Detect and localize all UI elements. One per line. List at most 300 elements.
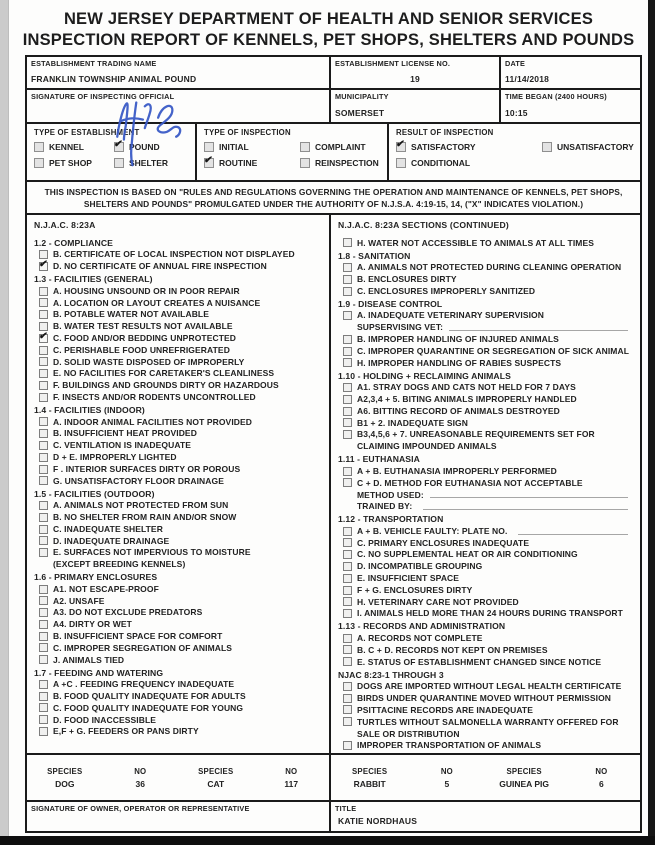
checklist-item (27, 258, 329, 273)
checkbox[interactable] (343, 705, 352, 714)
checklist-item (27, 356, 329, 368)
checklist-item-label: C + D. METHOD FOR EUTHANASIA NOT ACCEPTABLE (357, 477, 583, 488)
checklist-item (27, 475, 329, 487)
species-count: 117 (284, 778, 299, 789)
species-column-header: SPECIES (47, 766, 83, 776)
checklist-item (331, 608, 640, 620)
checklist-item (331, 285, 640, 297)
checkbox[interactable] (343, 335, 352, 344)
checkbox[interactable] (39, 287, 48, 296)
checkbox[interactable] (343, 741, 352, 750)
checklist-item (27, 690, 329, 702)
checkbox[interactable] (39, 513, 48, 522)
time-began-label: TIME BEGAN (2400 HOURS) (505, 92, 607, 101)
checkbox[interactable] (300, 142, 310, 152)
checklist-item (331, 405, 640, 417)
checkbox[interactable] (39, 250, 48, 259)
type-and-result-row (27, 124, 640, 182)
checkbox[interactable] (39, 620, 48, 629)
checkbox[interactable] (396, 158, 406, 168)
checkbox[interactable] (39, 655, 48, 664)
checklist-item (27, 249, 329, 261)
trading-name-value: FRANKLIN TOWNSHIP ANIMAL POUND (31, 74, 197, 84)
checklist-item-label: D. NO CERTIFICATE OF ANNUAL FIRE INSPECTION (53, 261, 267, 272)
checkbox[interactable] (34, 142, 44, 152)
checklist-item-label: J. ANIMALS TIED (53, 654, 125, 665)
checklist-item-label: A2,3,4 + 5. BITING ANIMALS IMPROPERLY HANDLED (357, 394, 577, 404)
option-label: SATISFACTORY (411, 142, 476, 152)
checklist-item (331, 656, 640, 668)
checklist-item-label: C. NO SUPPLEMENTAL HEAT OR AIR CONDITIONING (357, 549, 578, 560)
option-label: SHELTER (129, 158, 169, 168)
title-cell (331, 802, 640, 831)
write-in-line[interactable] (430, 489, 628, 498)
header-row-1 (27, 57, 640, 90)
checklist-item (27, 416, 329, 428)
checklist-item (331, 692, 640, 704)
checklist-item (27, 595, 329, 607)
checklist-item (331, 572, 640, 584)
scan-edge-bottom (0, 836, 655, 845)
option-initial[interactable] (204, 142, 300, 152)
checkbox[interactable] (38, 330, 49, 343)
checkbox[interactable] (39, 465, 48, 474)
checkbox[interactable] (39, 310, 48, 319)
option-conditional[interactable] (396, 158, 542, 168)
section-heading: 1.13 - RECORDS AND ADMINISTRATION (338, 621, 506, 632)
section-heading: 1.5 - FACILITIES (OUTDOOR) (34, 488, 155, 499)
checklist-item (27, 654, 329, 666)
checklist-item-label: D. INADEQUATE DRAINAGE (53, 535, 170, 546)
checklist-item (331, 477, 640, 489)
checklist-item-label: C. IMPROPER SEGREGATION OF ANIMALS (53, 642, 233, 653)
checkmark-icon: ✔ (38, 258, 49, 270)
checklist-item-label: G. UNSATISFACTORY FLOOR DRAINAGE (53, 475, 225, 486)
checkbox[interactable] (343, 597, 352, 606)
option-routine[interactable] (203, 155, 300, 168)
option-label: CONDITIONAL (411, 158, 471, 168)
checklist-item-label: D. INCOMPATIBLE GROUPING (357, 561, 483, 572)
inspector-signature-cell[interactable] (27, 90, 331, 122)
form-page (9, 0, 648, 836)
checklist-item (331, 561, 640, 573)
checklist-item (331, 417, 640, 429)
section-heading: 1.7 - FEEDING AND WATERING (34, 667, 164, 678)
checkbox[interactable] (39, 381, 48, 390)
checklist-item (331, 357, 640, 369)
checkbox[interactable] (39, 429, 48, 438)
checkbox[interactable] (39, 703, 48, 712)
checklist-item-label: B. C + D. RECORDS NOT KEPT ON PREMISES (357, 644, 548, 655)
species-count: 36 (135, 778, 145, 789)
checklist-column-right (331, 215, 640, 753)
checkbox[interactable] (343, 657, 352, 666)
checkbox[interactable] (39, 715, 48, 724)
species-column-header: SPECIES (352, 766, 388, 776)
checkbox[interactable] (542, 142, 552, 152)
inspector-signature-label: SIGNATURE OF INSPECTING OFFICIAL (31, 92, 175, 101)
violation-checklist (27, 215, 640, 755)
checkbox[interactable] (39, 417, 48, 426)
species-column-header: SPECIES (506, 766, 542, 776)
checkbox[interactable] (343, 383, 352, 392)
checkbox[interactable] (343, 694, 352, 703)
checkbox[interactable] (343, 263, 352, 272)
checklist-item-label-continued (331, 441, 640, 453)
checklist-item-label: A. ANIMALS NOT PROTECTED DURING CLEANING OPERATION (357, 262, 622, 273)
checkbox[interactable] (114, 158, 124, 168)
option-label: KENNEL (49, 142, 84, 152)
checklist-item-label: C. PERISHABLE FOOD UNREFRIGERATED (53, 344, 230, 355)
checklist-item (331, 596, 640, 608)
checkbox[interactable] (343, 645, 352, 654)
checklist-item (27, 547, 329, 559)
option-group-title: TYPE OF ESTABLISHMENT (34, 128, 140, 137)
species-count: 6 (599, 778, 604, 789)
checklist-item (27, 726, 329, 738)
checklist-item-label-continued (331, 728, 640, 740)
checklist-item-label-continued-text: (EXCEPT BREEDING KENNELS) (53, 559, 186, 570)
checklist-item-label: B. IMPROPER HANDLING OF INJURED ANIMALS (357, 334, 559, 345)
scan-edge-left (0, 0, 9, 845)
checklist-item (27, 583, 329, 595)
checklist-item-label: A. LOCATION OR LAYOUT CREATES A NUISANCE (53, 297, 261, 308)
checklist-item-label: D. FOOD INACCESSIBLE (53, 714, 157, 725)
checklist-item-label: C. FOOD AND/OR BEDDING UNPROTECTED (53, 333, 237, 344)
checklist-item-label: A1. STRAY DOGS AND CATS NOT HELD FOR 7 DAYS (357, 382, 576, 393)
checklist-item (27, 500, 329, 512)
option-grid (395, 139, 640, 168)
option-group-type-of-inspection (197, 124, 389, 180)
checklist-item-label: H. IMPROPER HANDLING OF RABIES SUSPECTS (357, 357, 562, 368)
checklist-item (331, 584, 640, 596)
checkbox[interactable] (34, 158, 44, 168)
checklist-item-label: H. VETERINARY CARE NOT PROVIDED (357, 596, 519, 607)
checklist-item-label: B. INSUFFICIENT HEAT PROVIDED (53, 428, 197, 439)
checkbox[interactable] (39, 346, 48, 355)
checklist-item-label: C. VENTILATION IS INADEQUATE (53, 440, 192, 451)
write-in-line[interactable] (423, 501, 628, 510)
checklist-item-label: A. RECORDS NOT COMPLETE (357, 632, 483, 643)
checkbox[interactable] (343, 467, 352, 476)
checklist-item-label-continued (331, 322, 640, 334)
checklist-item-label-continued (27, 559, 329, 571)
species-count-table (27, 755, 640, 802)
checkbox[interactable] (39, 643, 48, 652)
section-code-header: N.J.A.C. 8:23A (34, 220, 96, 230)
checklist-item (331, 382, 640, 394)
checkbox[interactable] (39, 393, 48, 402)
footer-row (27, 802, 640, 831)
checklist-item-label: C. INADEQUATE SHELTER (53, 523, 163, 534)
option-label: INITIAL (219, 142, 249, 152)
checkbox[interactable] (203, 155, 214, 168)
checkbox[interactable] (395, 139, 406, 152)
checklist-item (27, 285, 329, 297)
option-shelter[interactable] (114, 158, 195, 168)
checkbox[interactable] (343, 358, 352, 367)
checklist-item (27, 368, 329, 380)
count-column-header: NO (440, 766, 453, 776)
checklist-item (331, 716, 640, 728)
checklist-item-label: C. PRIMARY ENCLOSURES INADEQUATE (357, 537, 530, 548)
option-reinspection[interactable] (300, 158, 387, 168)
checklist-item-label: A. INDOOR ANIMAL FACILITIES NOT PROVIDED (53, 416, 253, 427)
checklist-item-label: C. ENCLOSURES IMPROPERLY SANITIZED (357, 285, 536, 296)
checkbox[interactable] (39, 727, 48, 736)
species-name: GUINEA PIG (499, 778, 549, 789)
option-unsatisfactory[interactable] (542, 142, 640, 152)
checklist-item (331, 704, 640, 716)
checkbox[interactable] (39, 692, 48, 701)
checklist-item (27, 607, 329, 619)
checkbox[interactable] (343, 311, 352, 320)
checklist-item (27, 463, 329, 475)
checklist-item (27, 523, 329, 535)
checklist-item (27, 714, 329, 726)
checkmark-icon: ✔ (395, 139, 406, 150)
checklist-item (331, 429, 640, 441)
license-label: ESTABLISHMENT LICENSE NO. (335, 59, 451, 68)
checkbox[interactable] (204, 142, 214, 152)
checkbox[interactable] (343, 418, 352, 427)
checkbox[interactable] (39, 525, 48, 534)
option-group-result-of-inspection (389, 124, 640, 180)
checklist-item (27, 535, 329, 547)
checklist-item-label: E. STATUS OF ESTABLISHMENT CHANGED SINCE NOTICE (357, 656, 602, 667)
checkbox[interactable] (343, 407, 352, 416)
checkbox[interactable] (343, 682, 352, 691)
checkbox[interactable] (343, 287, 352, 296)
checklist-item-label-continued-text: SALE OR DISTRIBUTION (357, 728, 460, 739)
checklist-item-label: E,F + G. FEEDERS OR PANS DIRTY (53, 726, 199, 737)
checklist-item (27, 440, 329, 452)
checklist-item-label: F + G. ENCLOSURES DIRTY (357, 584, 473, 595)
checklist-item (27, 309, 329, 321)
checklist-item-label: B3,4,5,6 + 7. UNREASONABLE REQUIREMENTS SET FOR (357, 429, 595, 440)
option-label: UNSATISFACTORY (557, 142, 634, 152)
checklist-item (331, 644, 640, 656)
write-in-line[interactable] (449, 322, 628, 331)
checkbox[interactable] (39, 441, 48, 450)
checklist-item (27, 678, 329, 690)
section-heading: 1.8 - SANITATION (338, 250, 411, 261)
checklist-item (331, 333, 640, 345)
checklist-item-label: A1. NOT ESCAPE-PROOF (53, 583, 159, 594)
checkbox[interactable] (343, 550, 352, 559)
checkbox[interactable] (39, 608, 48, 617)
checklist-item-label: A + B. VEHICLE FAULTY: PLATE NO. (357, 525, 508, 536)
section-heading: NJAC 8:23-1 THROUGH 3 (338, 669, 444, 680)
checkbox[interactable] (343, 609, 352, 618)
section-code-header: N.J.A.C. 8:23A SECTIONS (CONTINUED) (338, 220, 509, 230)
option-grid (204, 142, 387, 168)
checkbox[interactable] (343, 527, 352, 536)
checklist-item (331, 262, 640, 274)
checklist-item-label: B. POTABLE WATER NOT AVAILABLE (53, 309, 209, 320)
checkbox[interactable] (39, 357, 48, 366)
count-column-header: NO (134, 766, 147, 776)
checkmark-icon: ✔ (38, 330, 49, 342)
checklist-item (331, 525, 640, 537)
section-heading: 1.9 - DISEASE CONTROL (338, 298, 443, 309)
species-count: 5 (444, 778, 450, 789)
checklist-item (27, 428, 329, 440)
species-column-header: SPECIES (198, 766, 234, 776)
trading-name-label: ESTABLISHMENT TRADING NAME (31, 59, 157, 68)
checklist-item (331, 273, 640, 285)
owner-signature-label: SIGNATURE OF OWNER, OPERATOR OR REPRESENTATIVE (31, 804, 250, 813)
checklist-item (27, 344, 329, 356)
checkbox[interactable] (39, 536, 48, 545)
checklist-item (331, 537, 640, 549)
checklist-item-label-continued-text: SUPSERVISING VET: (357, 322, 444, 333)
checkbox[interactable] (343, 238, 352, 247)
checklist-item-label: A. ANIMALS NOT PROTECTED FROM SUN (53, 500, 229, 511)
checklist-item (331, 237, 640, 249)
checklist-item-label: D. SOLID WASTE DISPOSED OF IMPROPERLY (53, 356, 245, 367)
species-name: CAT (207, 778, 225, 789)
checklist-item-label: A6. BITTING RECORD OF ANIMALS DESTROYED (357, 405, 560, 416)
checklist-item (331, 501, 640, 513)
checkbox[interactable] (343, 634, 352, 643)
checklist-item-label: A. HOUSING UNSOUND OR IN POOR REPAIR (53, 285, 240, 296)
checkbox[interactable] (343, 717, 352, 726)
license-cell (331, 57, 501, 88)
owner-signature-cell[interactable] (27, 802, 331, 831)
checklist-item-label-continued (331, 489, 640, 501)
title-value: KATIE NORDHAUS (338, 816, 418, 826)
section-heading: 1.3 - FACILITIES (GENERAL) (34, 274, 153, 285)
checklist-item-label: I. ANIMALS HELD MORE THAN 24 HOURS DURING TRANSPORT (357, 608, 623, 619)
checkbox[interactable] (343, 574, 352, 583)
option-label: PET SHOP (49, 158, 92, 168)
checkbox[interactable] (343, 538, 352, 547)
checklist-item-label: E. NO FACILITIES FOR CARETAKER'S CLEANLINESS (53, 368, 275, 379)
checkbox[interactable] (343, 478, 352, 487)
checklist-item-label: F. INSECTS AND/OR RODENTS UNCONTROLLED (53, 392, 256, 402)
checkbox[interactable] (39, 548, 48, 557)
checkmark-icon: ✔ (203, 155, 214, 166)
checkbox[interactable] (39, 322, 48, 331)
section-heading: 1.10 - HOLDING + RECLAIMING ANIMALS (338, 370, 511, 381)
checklist-item-label: H. WATER NOT ACCESSIBLE TO ANIMALS AT ALL TIMES (357, 237, 595, 248)
option-label: COMPLAINT (315, 142, 366, 152)
checklist-item-label: B. NO SHELTER FROM RAIN AND/OR SNOW (53, 511, 237, 522)
option-group-title: RESULT OF INSPECTION (396, 128, 494, 137)
species-name: RABBIT (353, 778, 386, 789)
checkbox[interactable] (39, 585, 48, 594)
checklist-item-label: E. SURFACES NOT IMPERVIOUS TO MOISTURE (53, 547, 251, 558)
checkbox[interactable] (343, 275, 352, 284)
option-group-type-of-establishment (27, 124, 197, 180)
option-pet-shop[interactable] (34, 158, 114, 168)
checklist-item (331, 345, 640, 357)
checkbox[interactable] (343, 395, 352, 404)
date-value: 11/14/2018 (505, 74, 550, 84)
checkbox[interactable] (113, 139, 124, 152)
section-heading: 1.2 - COMPLIANCE (34, 237, 113, 248)
checklist-item (27, 630, 329, 642)
checklist-item-label: B. WATER TEST RESULTS NOT AVAILABLE (53, 321, 233, 332)
checkbox[interactable] (39, 501, 48, 510)
section-heading: 1.12 - TRANSPORTATION (338, 514, 444, 525)
checkbox[interactable] (39, 453, 48, 462)
checklist-item-label: A4. DIRTY OR WET (53, 619, 132, 630)
checklist-item-label: E. INSUFFICIENT SPACE (357, 572, 460, 583)
option-satisfactory[interactable] (395, 139, 542, 152)
checklist-item-label: A. INADEQUATE VETERINARY SUPERVISION (357, 310, 545, 321)
checkbox[interactable] (39, 369, 48, 378)
checklist-item-label: B. CERTIFICATE OF LOCAL INSPECTION NOT DISPLAYED (53, 249, 295, 260)
option-grid (34, 139, 195, 168)
checkbox[interactable] (343, 562, 352, 571)
checkbox[interactable] (343, 430, 352, 439)
checklist-item (331, 310, 640, 322)
count-column-header: NO (285, 766, 298, 776)
checklist-item (27, 619, 329, 631)
checklist-column-left (27, 215, 331, 753)
checklist-item (27, 511, 329, 523)
checklist-item (27, 702, 329, 714)
page-title-line2: INSPECTION REPORT OF KENNELS, PET SHOPS, SHELTERS AND POUNDS (22, 31, 635, 49)
checkbox[interactable] (39, 596, 48, 605)
disclaimer-text: THIS INSPECTION IS BASED ON "RULES AND REGULATIONS GOVERNING THE OPERATION AND MAINTENANCE OF KENNELS, PET SHOPS, SHELTERS AND POUNDS" PROMULGATED UNDER THE AUTHORITY OF N.J.S.A. 4:19-15, 14, ("X" INDICATES VIOLATION.) (44, 186, 623, 209)
checkbox[interactable] (343, 586, 352, 595)
option-kennel[interactable] (34, 142, 114, 152)
checklist-item-label: F . INTERIOR SURFACES DIRTY OR POROUS (53, 463, 241, 474)
page-title-line1: NEW JERSEY DEPARTMENT OF HEALTH AND SENIOR SERVICES (63, 10, 594, 28)
checkbox[interactable] (39, 632, 48, 641)
section-heading: 1.11 - EUTHANASIA (338, 454, 420, 465)
checklist-item-label: A2. UNSAFE (53, 595, 105, 606)
checklist-item-label: B. INSUFFICIENT SPACE FOR COMFORT (53, 630, 223, 641)
option-label: ROUTINE (219, 158, 258, 168)
municipality-value: SOMERSET (335, 108, 385, 118)
checkbox[interactable] (38, 258, 49, 271)
checklist-item-label: PSITTACINE RECORDS ARE INADEQUATE (357, 704, 533, 715)
checkbox[interactable] (39, 298, 48, 307)
checklist-item-label: B1 + 2. INADEQUATE SIGN (357, 417, 469, 428)
checkbox[interactable] (39, 680, 48, 689)
checklist-item (331, 739, 640, 751)
checklist-item (27, 451, 329, 463)
inspection-form (25, 55, 642, 833)
license-value: 19 (410, 74, 420, 84)
checklist-item (331, 465, 640, 477)
municipality-cell (331, 90, 501, 122)
species-name: DOG (55, 778, 75, 789)
checkbox[interactable] (343, 347, 352, 356)
checklist-item (331, 680, 640, 692)
title-label: TITLE (335, 804, 357, 813)
count-column-header: NO (595, 766, 608, 776)
checklist-item (331, 393, 640, 405)
checkbox[interactable] (39, 476, 48, 485)
checkbox[interactable] (300, 158, 310, 168)
checkmark-icon: ✔ (113, 139, 124, 150)
checklist-item-label: DOGS ARE IMPORTED WITHOUT LEGAL HEALTH CERTIFICATE (357, 681, 622, 692)
checklist-item (27, 642, 329, 654)
checklist-item-label-continued-text: METHOD USED: (357, 489, 424, 500)
write-in-line[interactable] (518, 526, 628, 535)
checklist-item-label: A +C . FEEDING FREQUENCY INADEQUATE (53, 679, 235, 690)
option-complaint[interactable] (300, 142, 387, 152)
species-group (27, 755, 331, 800)
option-pound[interactable] (113, 139, 195, 152)
page-title (9, 0, 648, 51)
time-began-value: 10:15 (505, 108, 528, 118)
